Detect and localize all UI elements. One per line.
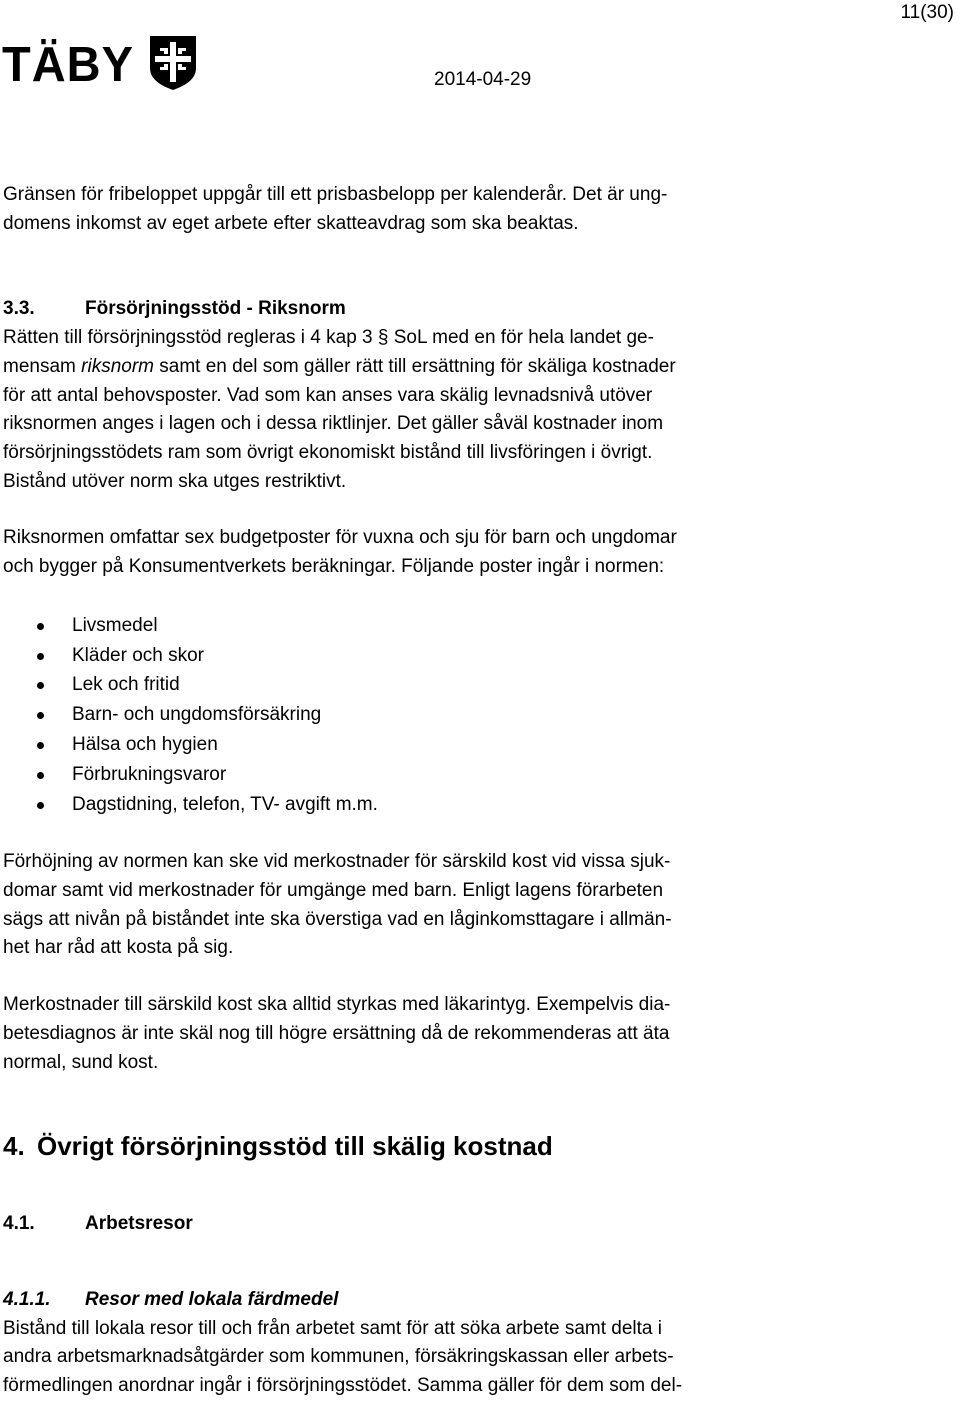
section-title: Arbetsresor [85, 1213, 193, 1235]
paragraph-line: Bistånd utöver norm ska utges restriktivt. [3, 470, 347, 492]
section-number: 4.1. [3, 1213, 35, 1235]
section-title: Övrigt försörjningsstöd till skälig kostnad [37, 1131, 553, 1162]
section-heading-3-3 [3, 295, 953, 324]
paragraph-line: domar samt vid merkostnader för umgänge med barn. Enligt lagens förarbeten [3, 880, 664, 902]
paragraph-line: Merkostnader till särskild kost ska alltid styrkas med läkarintyg. Exempelvis dia- [3, 994, 671, 1016]
paragraph-forhojning [3, 848, 953, 963]
paragraph-line: riksnormen anges i lagen och i dessa riktlinjer. Det gäller såväl kostnader inom [3, 413, 664, 435]
logo-text: TÄBY [2, 35, 134, 91]
paragraph-line: sägs att nivån på biståndet inte ska överstiga vad en låginkomsttagare i allmän- [3, 908, 672, 930]
paragraph-merkostnader [3, 991, 953, 1077]
paragraph-line: Bistånd till lokala resor till och från arbetet samt för att söka arbete samt delta i [3, 1317, 662, 1339]
paragraph-line: försörjningsstödets ram som övrigt ekonomiskt bistånd till livsföringen i övrigt. [3, 441, 653, 463]
paragraph-line: Riksnormen omfattar sex budgetposter för vuxna och sju för barn och ungdomar [3, 527, 677, 549]
paragraph-riksnorm [3, 324, 953, 496]
list-item: Lek och fritid [3, 670, 953, 700]
document-body [3, 181, 953, 1401]
section-heading-4-1-1 [3, 1286, 953, 1315]
taby-shield-icon [150, 36, 196, 90]
section-title: Försörjningsstöd - Riksnorm [85, 298, 346, 320]
paragraph-line: andra arbetsmarknadsåtgärder som kommunen, försäkringskassan eller arbets- [3, 1346, 674, 1368]
paragraph-line-part: samt en del som gäller rätt till ersättning för skäliga kostnader [153, 355, 676, 377]
section-heading-4-1 [3, 1210, 953, 1239]
list-item: Livsmedel [3, 611, 953, 641]
paragraph-line: Förhöjning av normen kan ske vid merkostnader för särskild kost vid vissa sjuk- [3, 851, 671, 873]
list-item: Kläder och skor [3, 641, 953, 671]
paragraph-line: och bygger på Konsumentverkets beräkningar. Följande poster ingår i normen: [3, 556, 665, 578]
paragraph-line: Gränsen för fribeloppet uppgår till ett prisbasbelopp per kalenderår. Det är ung- [3, 184, 668, 205]
paragraph-line: het har råd att kosta på sig. [3, 937, 234, 959]
document-date: 2014-04-29 [434, 69, 532, 90]
paragraph-line: betesdiagnos är inte skäl nog till högre ersättning då de rekommenderas att äta [3, 1022, 670, 1044]
list-item: Dagstidning, telefon, TV- avgift m.m. [3, 790, 953, 820]
section-number: 4.1.1. [3, 1288, 51, 1310]
taby-logo [2, 36, 196, 90]
section-number: 3.3. [3, 298, 35, 320]
paragraph-line: för att antal behovsposter. Vad som kan anses vara skälig levnadsnivå utöver [3, 384, 653, 406]
paragraph-line-part: mensam [3, 355, 82, 377]
section-heading-4 [3, 1129, 953, 1163]
page-number: 11(30) [900, 2, 954, 23]
paragraph-line: domens inkomst av eget arbete efter skatteavdrag som ska beaktas. [3, 212, 579, 234]
paragraph-line: Rätten till försörjningsstöd regleras i 4 kap 3 § SoL med en för hela landet ge- [3, 327, 654, 349]
section-title: Resor med lokala färdmedel [85, 1288, 339, 1310]
paragraph-lokala-resor [3, 1315, 953, 1401]
list-item: Barn- och ungdomsförsäkring [3, 700, 953, 730]
paragraph-line: förmedlingen anordnar ingår i försörjningsstödet. Samma gäller för dem som del- [3, 1375, 683, 1397]
norm-items-list [3, 611, 953, 820]
paragraph-line: normal, sund kost. [3, 1051, 159, 1073]
list-item: Hälsa och hygien [3, 730, 953, 760]
paragraph-fribelopp [3, 181, 953, 238]
term-riksnorm: riksnorm [81, 355, 154, 377]
paragraph-budgetposter [3, 524, 953, 581]
list-item: Förbrukningsvaror [3, 760, 953, 790]
section-number: 4. [3, 1131, 25, 1162]
